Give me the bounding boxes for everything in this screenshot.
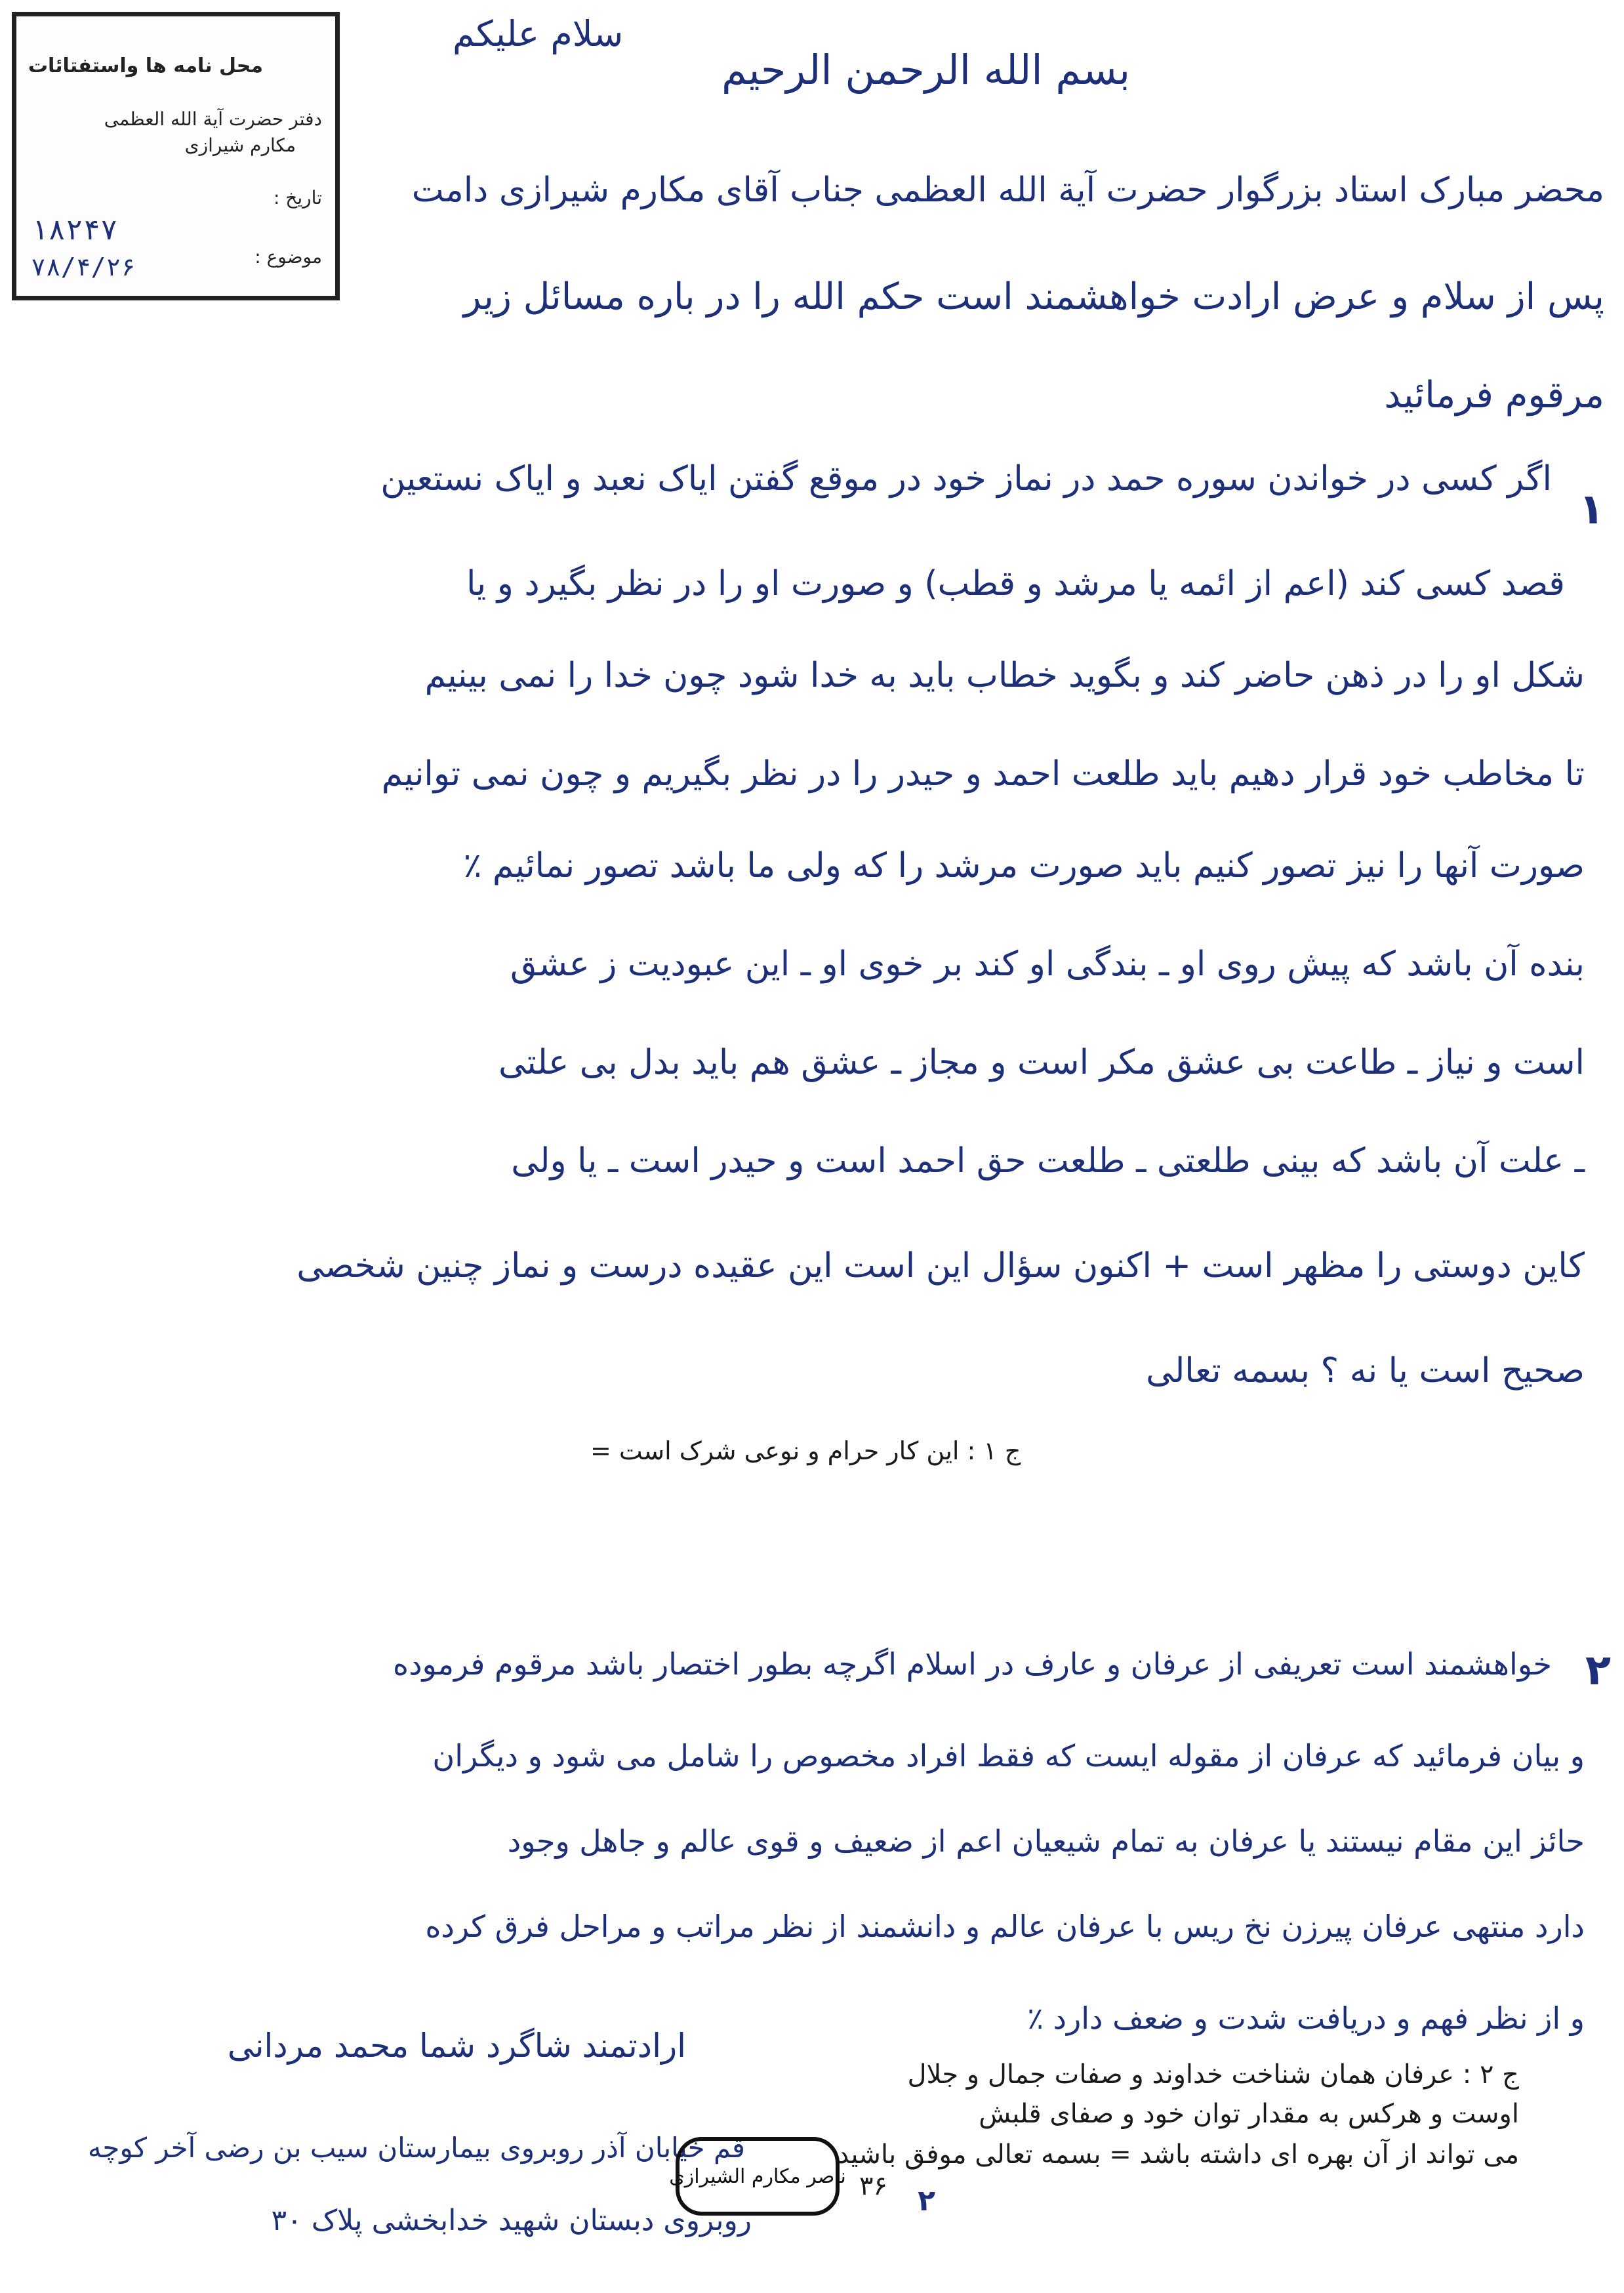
intro-line-1: پس از سلام و عرض ارادت خواهشمند است حکم الله را در باره مسائل زیر <box>463 275 1604 318</box>
stamp-office-line2: مکارم شیرازی <box>184 134 296 156</box>
question-1-line: صحیح است یا نه ؟ بسمه تعالی <box>1146 1351 1585 1390</box>
intro-line-2: مرقوم فرمائید <box>1384 374 1604 416</box>
question-2-number: ۲ <box>1585 1646 1611 1695</box>
question-1-line: تا مخاطب خود قرار دهیم باید طلعت احمد و حیدر را در نظر بگیریم و چون نمی توانیم <box>381 754 1585 794</box>
basmala: بسم الله الرحمن الرحیم <box>721 46 1131 94</box>
question-2-line: و بیان فرمائید که عرفان از مقوله ایست که فقط افراد مخصوص را شامل می شود و دیگران <box>432 1738 1585 1774</box>
question-1-line: بنده آن باشد که پیش روی او ـ بندگی او کند بر خوی او ـ این عبودیت ز عشق <box>510 944 1585 984</box>
seal-text: ناصر مکارم الشیرازی <box>669 2164 846 2188</box>
answer-2-line: اوست و هرکس به مقدار توان خود و صفای قلبش <box>979 2099 1519 2129</box>
question-1-line: کاین دوستی را مظهر است + اکنون سؤال این است این عقیده درست و نماز چنین شخصی <box>296 1246 1585 1286</box>
stamp-office-line1: دفتر حضرت آیة الله العظمی <box>104 108 322 130</box>
sender-address-line-1: قم خیابان آذر روبروی بیمارستان سیب بن رضی آخر کوچه <box>87 2132 745 2164</box>
sender-signature: ارادتمند شاگرد شما محمد مردانی <box>227 2027 686 2065</box>
question-1-line: صورت آنها را نیز تصور کنیم باید صورت مرشد را که ولی ما باشد تصور نمائیم ٪ <box>463 846 1585 885</box>
sender-address-line-2: روبروی دبستان شهید خدابخشی پلاک ۳۰ <box>271 2204 752 2237</box>
answer-2-line: ج ۲ : عرفان همان شناخت خداوند و صفات جمال و جلال <box>907 2060 1519 2090</box>
question-1-line: ـ علت آن باشد که بینی طلعتی ـ طلعت حق احمد است و حیدر است ـ یا ولی <box>511 1141 1585 1181</box>
question-1-number: ۱ <box>1578 485 1604 534</box>
stamp-number: ۱۸۲۴۷ <box>31 213 118 247</box>
stamp-date: ۷۸/۴/۲۶ <box>31 253 136 281</box>
question-1-line: است و نیاز ـ طاعت بی عشق مکر است و مجاز ـ عشق هم باید بدل بی علتی <box>498 1043 1585 1082</box>
question-1-line: شکل او را در ذهن حاضر کند و بگوید خطاب باید به خدا شود چون خدا را نمی بینیم <box>424 656 1585 695</box>
answer-1: ج ۱ : این کار حرام و نوعی شرک است = <box>590 1436 1021 1465</box>
question-1-line: اگر کسی در خواندن سوره حمد در نماز خود در موقع گفتن ایاک نعبد و ایاک نستعین <box>380 459 1552 498</box>
answer-2-line: می تواند از آن بهره ای داشته باشد = بسمه تعالی موفق باشید <box>837 2140 1519 2170</box>
address-line: محضر مبارک استاد بزرگوار حضرت آیة الله العظمی جناب آقای مکارم شیرازی دامت <box>411 171 1604 210</box>
office-seal <box>669 2137 846 2216</box>
question-2-line: و از نظر فهم و دریافت شدت و ضعف دارد ٪ <box>1027 2000 1585 2036</box>
question-2-line: حائز این مقام نیستند یا عرفان به تمام شیعیان اعم از ضعیف و قوی عالم و جاهل وجود <box>507 1823 1585 1859</box>
salutation: سلام علیکم <box>453 13 624 54</box>
question-1-line: قصد کسی کند (اعم از ائمه یا مرشد و قطب) و صورت او را در نظر بگیرد و یا <box>466 564 1565 603</box>
stamp-subject-label: موضوع : <box>254 246 322 268</box>
question-2-line: دارد منتهی عرفان پیرزن نخ ریس با عرفان عالم و دانشمند از نظر مراتب و مراحل فرق کرده <box>425 1909 1585 1944</box>
stamp-date-label: تاریخ : <box>273 187 322 209</box>
sender-address-number: ۲ <box>918 2184 935 2218</box>
question-2-line: خواهشمند است تعریفی از عرفان و عارف در اسلام اگرچه بطور اختصار باشد مرقوم فرموده <box>392 1646 1552 1682</box>
answer-2-number: ۳۶ <box>859 2171 887 2201</box>
office-stamp-box <box>12 12 340 300</box>
stamp-title: محل نامه ها واستفتائات <box>28 54 263 77</box>
